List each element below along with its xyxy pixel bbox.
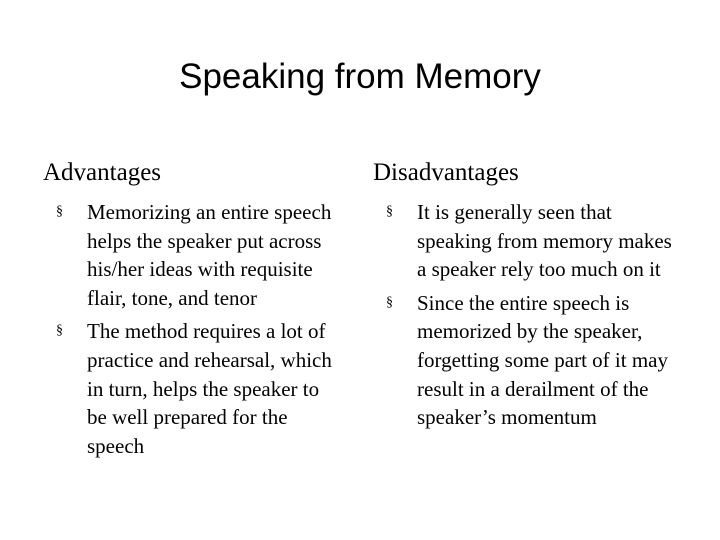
bullet-text: The method requires a lot of practice and rehearsal, which in turn, helps the speaker to be well prepared for the speech <box>87 319 332 458</box>
list-item <box>373 289 673 432</box>
disadvantages-heading: Disadvantages <box>373 159 519 186</box>
bullet-icon: § <box>56 323 63 339</box>
advantages-column <box>43 156 343 465</box>
bullet-text: Since the entire speech is memorized by the speaker, forgetting some part of it may result in a derailment of the speaker’s momentum <box>417 290 668 430</box>
advantages-list <box>43 198 343 460</box>
list-item <box>373 198 673 284</box>
bullet-icon: § <box>386 294 393 310</box>
slide-title: Speaking from Memory <box>179 57 541 96</box>
advantages-heading: Advantages <box>43 159 162 186</box>
disadvantages-list <box>373 198 673 432</box>
bullet-text: It is generally seen that speaking from memory makes a speaker rely too much on it <box>417 200 672 282</box>
bullet-icon: § <box>56 204 63 219</box>
bullet-icon: § <box>386 204 393 219</box>
list-item <box>43 198 343 312</box>
disadvantages-column <box>373 156 673 437</box>
bullet-text: Memorizing an entire speech helps the speaker put across his/her ideas with requisite flair, tone, and tenor <box>87 200 332 310</box>
list-item <box>43 317 343 460</box>
